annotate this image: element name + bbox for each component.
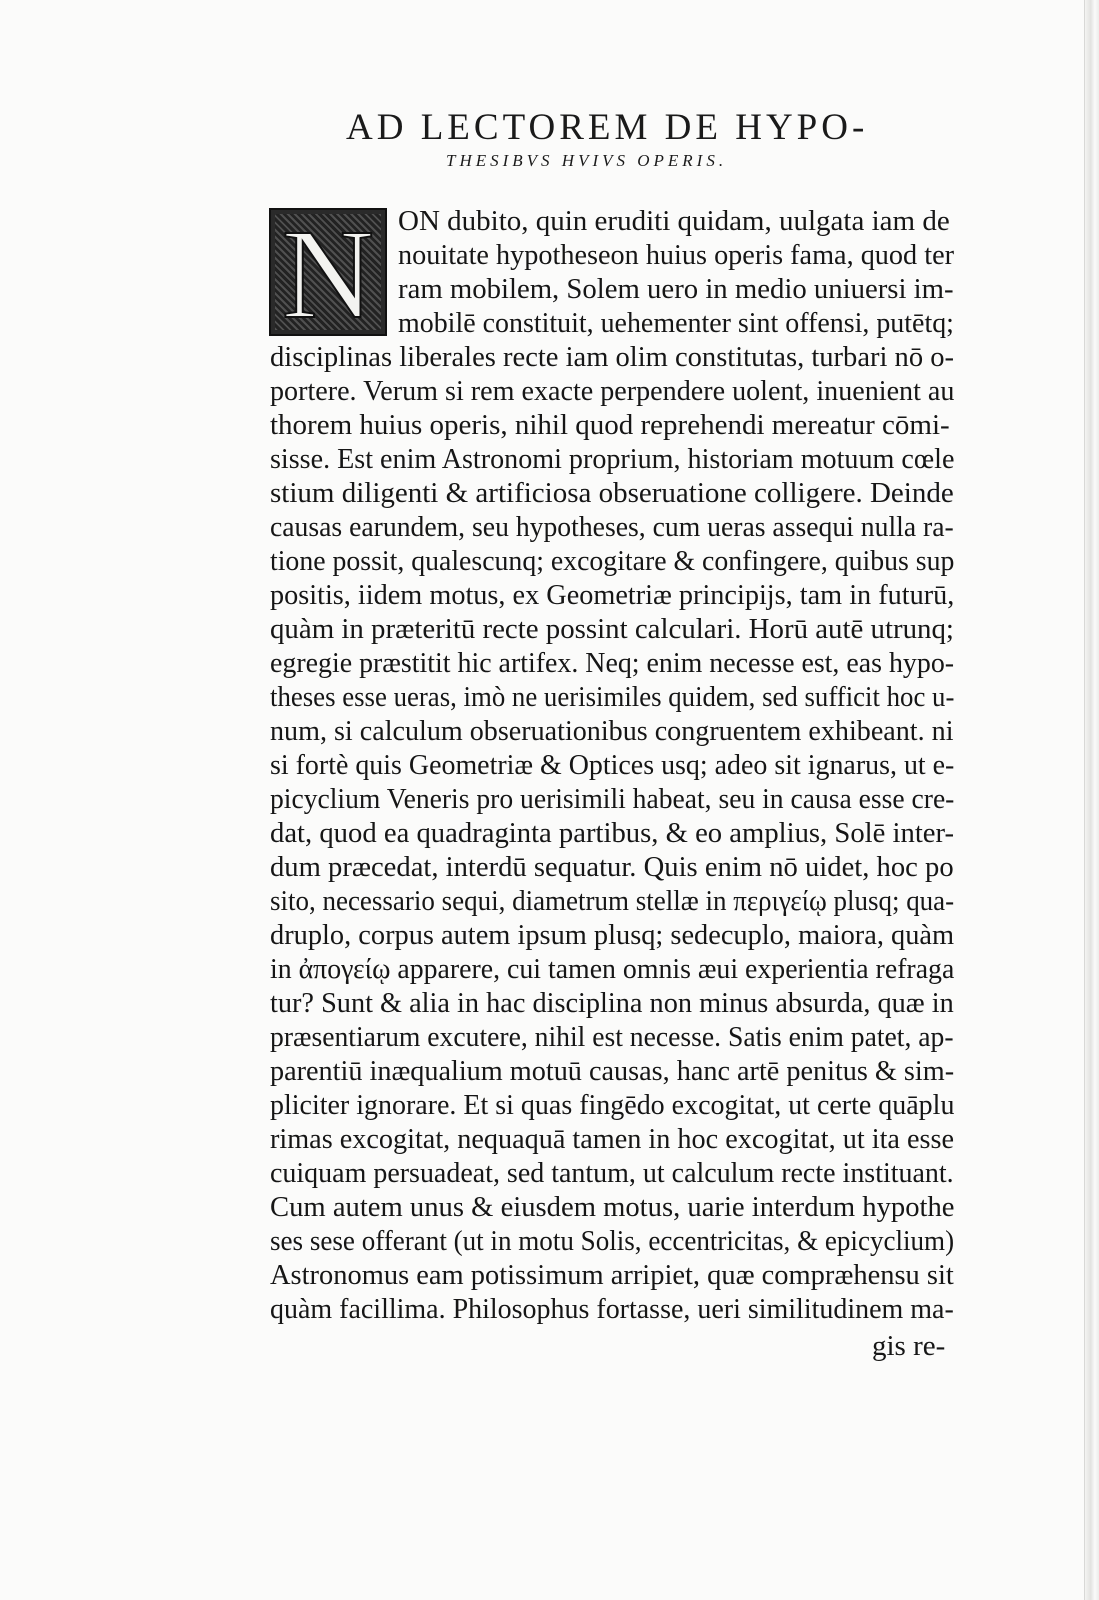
- page-title: AD LECTOREM DE HYPO-: [346, 107, 869, 148]
- text-line: sisse. Est enim Astronomi proprium, historiam motuum cœle: [270, 443, 955, 475]
- text-line: theses esse ueras, imò ne uerisimiles quidem, sed sufficit hoc u-: [270, 681, 955, 713]
- initial-letter: N: [281, 208, 375, 336]
- text-line: causas earundem, seu hypotheses, cum ueras assequi nulla ra-: [270, 511, 954, 543]
- text-line: ON dubito, quin eruditi quidam, uulgata iam de: [398, 205, 950, 237]
- text-line: cuiquam persuadeat, sed tantum, ut calculum recte instituant.: [270, 1157, 954, 1189]
- text-line: tione possit, qualescunq; excogitare & confingere, quibus sup: [270, 545, 955, 577]
- text-line: picyclium Veneris pro uerisimili habeat, seu in causa esse cre-: [270, 783, 955, 815]
- text-line: mobilē constituit, uehementer sint offensi, putētq;: [398, 307, 954, 339]
- text-line: dum præcedat, interdū sequatur. Quis enim nō uidet, hoc po: [270, 851, 954, 883]
- text-line: rimas excogitat, nequaquā tamen in hoc excogitat, ut ita esse: [270, 1123, 955, 1155]
- catchword: gis re-: [872, 1330, 946, 1362]
- text-line: præsentiarum excutere, nihil est necesse. Satis enim patet, ap-: [270, 1021, 954, 1053]
- text-line: ram mobilem, Solem uero in medio uniuersi im-: [398, 273, 954, 305]
- text-line: parentiū inæqualium motuū causas, hanc artē penitus & sim-: [270, 1055, 955, 1087]
- text-line: dat, quod ea quadraginta partibus, & eo amplius, Solē inter-: [270, 817, 955, 849]
- text-line: si fortè quis Geometriæ & Optices usq; adeo sit ignarus, ut e-: [270, 749, 955, 781]
- text-line: quàm facillima. Philosophus fortasse, ueri similitudinem ma-: [270, 1293, 954, 1325]
- text-line: tur? Sunt & alia in hac disciplina non minus absurda, quæ in: [270, 987, 954, 1019]
- text-line: Cum autem unus & eiusdem motus, uarie interdum hypothe: [270, 1191, 955, 1223]
- text-line: in ἀπογείῳ apparere, cui tamen omnis æui experientia refraga: [270, 953, 955, 985]
- text-line: sito, necessario sequi, diametrum stellæ in περιγείῳ plusq; qua-: [270, 885, 955, 917]
- text-line: thorem huius operis, nihil quod reprehendi mereatur cōmi-: [270, 409, 950, 441]
- text-line: disciplinas liberales recte iam olim constitutas, turbari nō o-: [270, 341, 955, 373]
- text-line: portere. Verum si rem exacte perpendere uolent, inuenient au: [270, 375, 955, 407]
- text-line: ses sese offerant (ut in motu Solis, eccentricitas, & epicyclium): [270, 1225, 955, 1257]
- text-line: egregie præstitit hic artifex. Neq; enim necesse est, eas hypo-: [270, 647, 955, 679]
- text-line: num, si calculum obseruationibus congruentem exhibeant. ni: [270, 715, 954, 747]
- text-line: druplo, corpus autem ipsum plusq; sedecuplo, maiora, quàm: [270, 919, 955, 951]
- text-line: stium diligenti & artificiosa obseruatione colligere. Deinde: [270, 477, 954, 509]
- text-line: quàm in præteritū recte possint calculari. Horū autē utrunq;: [270, 613, 954, 645]
- text-line: Astronomus eam potissimum arripiet, quæ compræhensu sit: [270, 1259, 954, 1291]
- text-line: positis, iidem motus, ex Geometriæ principijs, tam in futurū,: [270, 579, 955, 611]
- page-subtitle: THESIBVS HVIVS OPERIS.: [446, 151, 728, 170]
- text-line: pliciter ignorare. Et si quas fingēdo excogitat, ut certe quāplu: [270, 1089, 955, 1121]
- text-line: nouitate hypotheseon huius operis fama, quod ter: [398, 239, 955, 271]
